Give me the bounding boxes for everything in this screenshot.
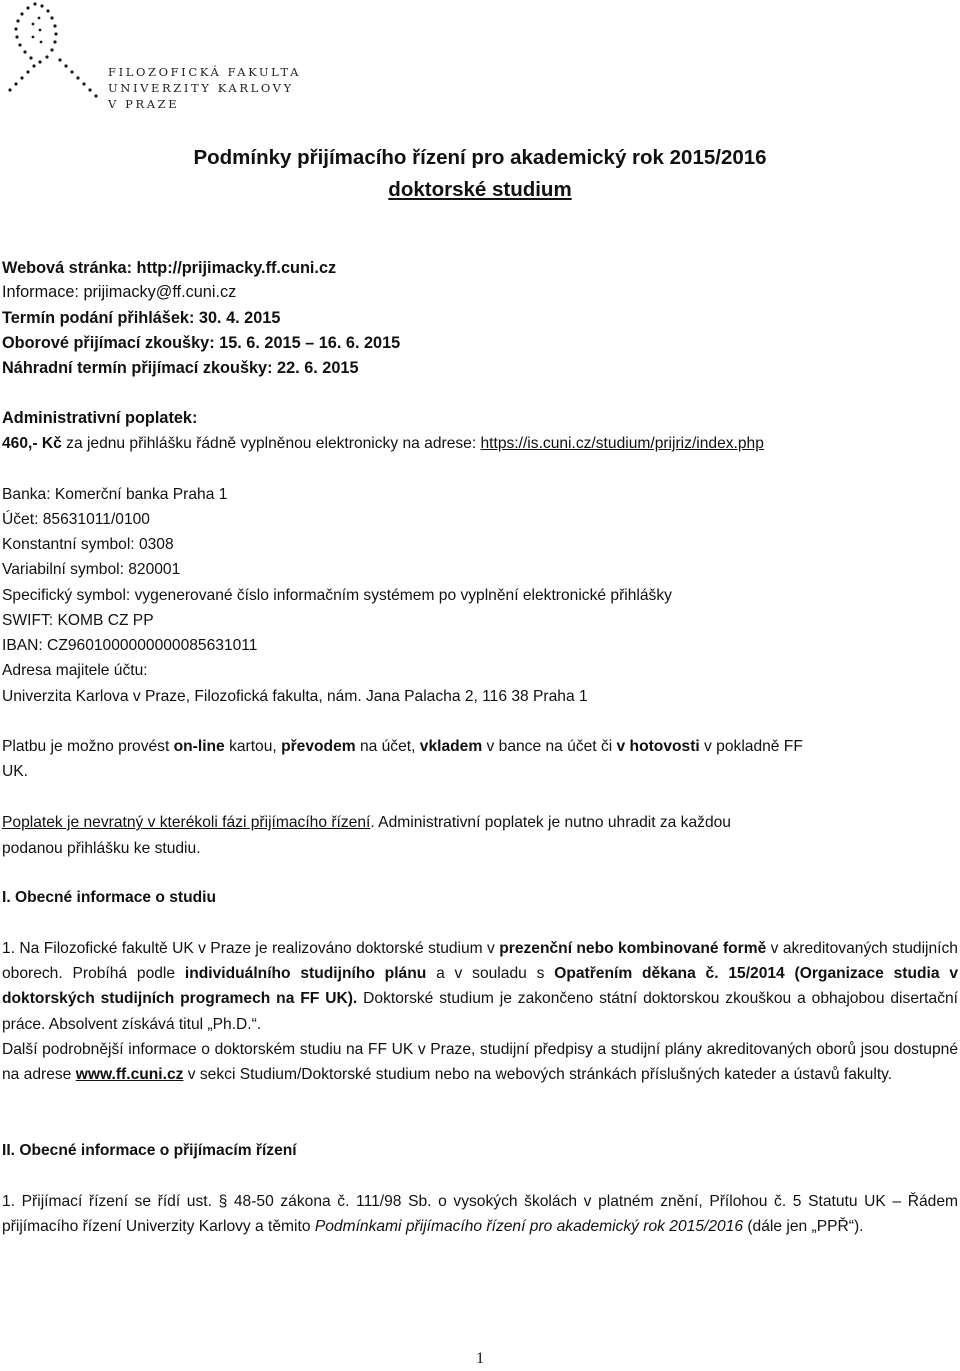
paragraph-text: 1. Na Filozofické fakultě UK v Praze je realizováno doktorské studium v [2, 940, 500, 957]
fee-heading: Administrativní poplatek: [2, 409, 198, 427]
refund-text: . Administrativní poplatek je nutno uhradit za každou [370, 814, 731, 831]
paragraph-text: Doktorské studium je zakončeno státní doktorskou zkouškou a obhajobou disertační práce. Absolvent získává titul „Ph.D.“. [2, 990, 958, 1033]
specific-symbol: Specifický symbol: vygenerované číslo informačním systémem po vyplnění elektronické přihlášky [2, 587, 672, 604]
study-form: prezenční nebo kombinované formě [499, 940, 767, 957]
account-owner-label: Adresa majitele účtu: [2, 662, 148, 679]
account-owner-address: Univerzita Karlova v Praze, Filozofická fakulta, nám. Jana Palacha 2, 116 38 Praha 1 [2, 688, 588, 705]
faculty-logo [0, 0, 302, 112]
fee-amount: 460,- Kč [2, 435, 62, 452]
constant-symbol: Konstantní symbol: 0308 [2, 536, 174, 553]
paragraph-text: a v souladu s [426, 965, 555, 983]
faculty-website-link[interactable]: www.ff.cuni.cz [75, 1066, 184, 1084]
payment-text: kartou, [224, 738, 282, 755]
payment-line-2: UK. [2, 763, 28, 780]
logo-line: V PRAZE [108, 97, 180, 111]
conditions-title: Podmínkami přijímacího řízení pro akademický rok 2015/2016 [314, 1218, 744, 1236]
refund-line [2, 811, 731, 835]
document-subtitle: doktorské studium [388, 178, 572, 201]
account-number: Účet: 85631011/0100 [2, 511, 150, 528]
variable-symbol: Variabilní symbol: 820001 [2, 561, 181, 578]
logo-line: UNIVERZITY KARLOVY [108, 81, 294, 95]
exam-dates-line: Oborové přijímací zkoušky: 15. 6. 2015 – 16. 6. 2015 [2, 334, 401, 352]
paragraph-text: (dále jen „PPŘ“). [743, 1218, 864, 1236]
payment-cash: v hotovosti [616, 738, 700, 755]
payment-text: Platbu je možno provést [2, 738, 174, 755]
website-line: Webová stránka: http://prijimacky.ff.cuni.cz [2, 259, 337, 277]
section-1-paragraph-1 [2, 936, 958, 1037]
payment-text: v bance na účet či [482, 738, 617, 755]
payment-text: v pokladně FF [699, 738, 803, 755]
payment-methods-line [2, 735, 803, 759]
paragraph-text: v sekci Studium/Doktorské studium nebo na webových stránkách příslušných kateder a ústavů fakulty. [183, 1066, 893, 1084]
bank-name: Banka: Komerční banka Praha 1 [2, 486, 228, 503]
deadline-line: Termín podání přihlášek: 30. 4. 2015 [2, 309, 281, 327]
study-plan: individuálního studijního plánu [184, 965, 427, 983]
paragraph-text: 1. Přijímací řízení se řídí ust. § 48-50 zákona č. 111/98 Sb. o vysokých školách v platném znění, Přílohou č. 5 Statutu UK – Řádem přijímacího řízení Univerzity Karlovy a těmito [2, 1193, 958, 1236]
application-url-link[interactable]: https://is.cuni.cz/studium/prijriz/index.php [480, 435, 764, 452]
paragraph-text: v akreditovaných studijních oborech. Probíhá podle [2, 940, 958, 983]
page-number: 1 [476, 1350, 484, 1367]
section-1-heading: I. Obecné informace o studiu [2, 889, 217, 906]
payment-deposit: vkladem [419, 738, 483, 755]
iban-code: IBAN: CZ9601000000000085631011 [2, 637, 258, 654]
swift-code: SWIFT: KOMB CZ PP [2, 612, 154, 629]
logo-line: FILOZOFICKÁ FAKULTA [108, 65, 302, 79]
alternate-exam-line: Náhradní termín přijímací zkoušky: 22. 6. 2015 [2, 359, 359, 377]
section-1-paragraph-2 [2, 1037, 958, 1087]
fee-line [2, 432, 764, 456]
refund-notice: Poplatek je nevratný v kterékoli fázi přijímacího řízení [2, 814, 371, 831]
email-line: Informace: prijimacky@ff.cuni.cz [2, 283, 237, 301]
section-2-paragraph-1 [2, 1189, 958, 1239]
payment-text: na účet, [355, 738, 420, 755]
fee-text: za jednu přihlášku řádně vyplněnou elektronicky na adrese: [61, 435, 481, 452]
payment-transfer: převodem [281, 738, 356, 755]
refund-line-2: podanou přihlášku ke studiu. [2, 840, 201, 857]
section-2-heading: II. Obecné informace o přijímacím řízení [2, 1142, 297, 1159]
payment-online: on-line [173, 738, 225, 755]
paragraph-text: Další podrobnější informace o doktorském studiu na FF UK v Praze, studijní předpisy a studijní plány akreditovaných oborů jsou dostupné na adrese [2, 1041, 958, 1084]
document-title: Podmínky přijímacího řízení pro akademický rok 2015/2016 [193, 146, 767, 169]
dean-directive: Opatřením děkana č. 15/2014 (Organizace studia v doktorských studijních programech na FF UK). [2, 965, 959, 1008]
logo-wordmark [108, 64, 301, 112]
logo-emblem-icon [0, 0, 110, 112]
